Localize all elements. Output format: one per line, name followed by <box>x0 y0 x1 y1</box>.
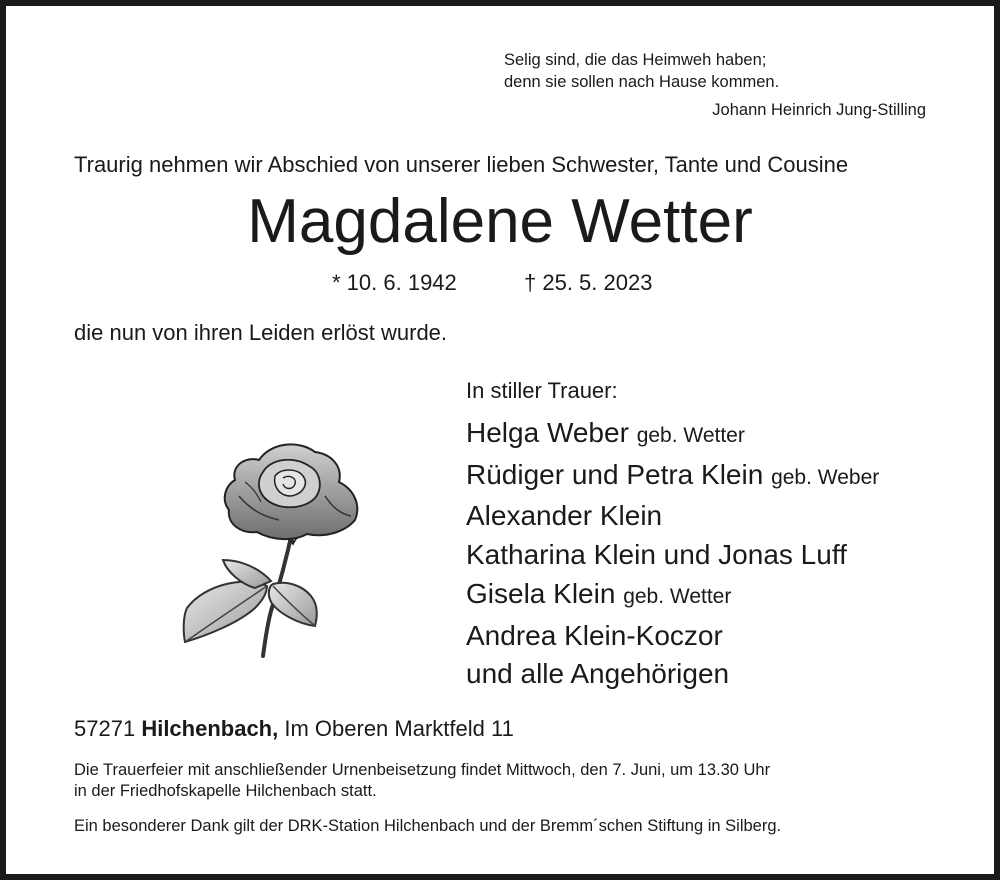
mourner-item <box>466 456 879 498</box>
mourner-item <box>466 655 879 694</box>
street: Im Oberen Marktfeld 11 <box>284 716 514 741</box>
birth-date: * 10. 6. 1942 <box>332 270 457 295</box>
mourner-name: Alexander Klein <box>466 500 663 532</box>
mourner-name: und alle Angehörigen <box>466 658 730 690</box>
death-date: † 25. 5. 2023 <box>524 270 653 295</box>
motto-line-2: denn sie sollen nach Hause kommen. <box>504 73 780 91</box>
deceased-name: Magdalene Wetter <box>247 187 753 256</box>
thanks-text: Ein besonderer Dank gilt der DRK-Station Hilchenbach und der Bremm´schen Stiftung in Silberg. <box>74 817 782 835</box>
city: Hilchenbach, <box>141 716 279 741</box>
mourner-item <box>466 414 879 456</box>
postal-code: 57271 <box>74 716 136 741</box>
mourner-name: Andrea Klein-Koczor <box>466 619 723 651</box>
mourner-item <box>466 536 879 575</box>
mourner-note: geb. Wetter <box>623 584 732 608</box>
mourner-name: Helga Weber <box>466 417 629 448</box>
mourner-note: geb. Weber <box>771 465 880 489</box>
intro-text: Traurig nehmen wir Abschied von unserer lieben Schwester, Tante und Cousine <box>74 152 849 177</box>
mourner-note: geb. Wetter <box>636 424 745 447</box>
motto-author: Johann Heinrich Jung-Stilling <box>712 101 926 119</box>
mourner-name: Rüdiger und Petra Klein <box>466 458 764 490</box>
motto-quote <box>504 49 779 93</box>
mourners-list <box>466 414 879 694</box>
mourner-item <box>466 497 879 536</box>
mourner-item <box>466 575 879 617</box>
address <box>74 716 514 742</box>
motto-line-1: Selig sind, die das Heimweh haben; <box>504 51 767 69</box>
rose-icon <box>175 436 370 661</box>
ceremony-line-1: Die Trauerfeier mit anschließender Urnenbeisetzung findet Mittwoch, den 7. Juni, um 13.30 Uhr <box>74 761 771 779</box>
ceremony-line-2: in der Friedhofskapelle Hilchenbach statt. <box>74 782 377 800</box>
mourner-item <box>466 617 879 656</box>
mourner-name: Katharina Klein und Jonas Luff <box>466 539 847 571</box>
release-text: die nun von ihren Leiden erlöst wurde. <box>74 320 448 345</box>
mourning-title: In stiller Trauer: <box>466 378 618 403</box>
mourner-name: Gisela Klein <box>466 577 616 609</box>
ceremony-info <box>74 760 926 802</box>
